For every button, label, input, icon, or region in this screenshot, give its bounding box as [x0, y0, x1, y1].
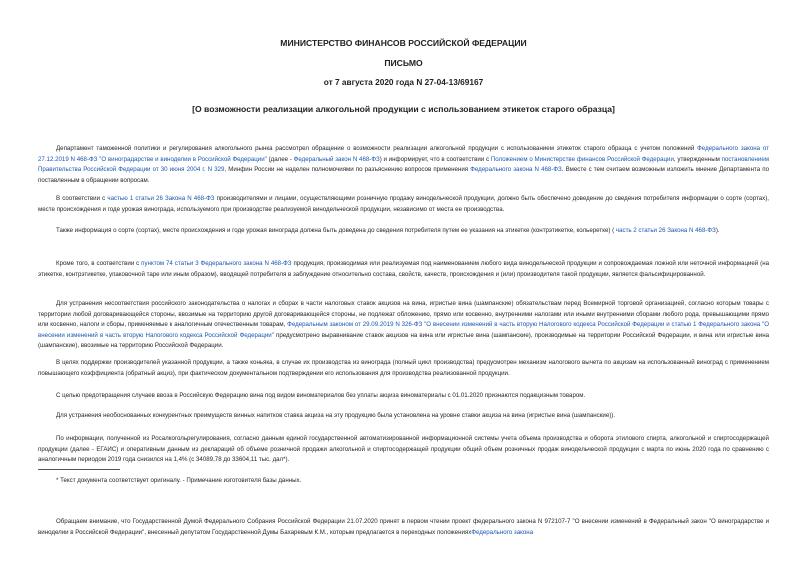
paragraph-1 [38, 144, 769, 186]
paragraph-text: Кроме того, в соответствии с [56, 260, 142, 267]
paragraph-text: По информации, полученной из Росалкогольрегулирования, согласно данным единой государственной автоматизированной информационной системы учета объема производства и оборота этилового спирта, алкогольной и спиртосодержащей продукции (далее - ЕГАИС) и оперативным данным из деклараций об объеме розничной продажи алкогольной и спиртосодержащей продукции общий объем розничных продаж винодельческой продукции с марта по июнь 2020 года по сравнению с аналогичным периодом 2019 года снизился на 1,4% (с 34089,78 до 33604,11 тыс. дал*). [38, 435, 769, 464]
document-link[interactable]: постановлением Правительства Российской Федерации от 30 июня 2004 г. N 329 [38, 155, 769, 174]
document-link[interactable]: частью 1 статьи 26 Закона N 468-ФЗ [107, 195, 215, 202]
document-link[interactable]: часть 2 статьи 26 Закона N 468-ФЗ [615, 227, 716, 234]
document-link[interactable]: Федерального закона от 27.12.2019 N 468-ФЗ "О виноградарстве и виноделии в Российской Федерации" [38, 145, 769, 163]
paragraph-text: ) и информирует, что в соответствии с [379, 155, 491, 163]
paragraph-2 [38, 194, 769, 215]
paragraph-text: (далее - [266, 155, 294, 163]
paragraph-text: продукция, производимая или реализуемая под наименованием любого вида винодельческой продукции и сопровождаемая ложной или неточной информацией (на этикетке, контрэтикетке, упаковочной таре или иным образом), вводящей потребителя в заблуждение относительно состава, свойств, качеств, происхождения и (или) производителя такой продукции, является фальсифицированной. [38, 260, 770, 278]
document-subject: [О возможности реализации алкогольной продукции с использованием этикеток старого образца] [192, 104, 615, 114]
paragraph-text: Также информация о сорте (сортах), месте происхождения и годе урожая винограда должна быть доведена до сведения потребителя путем ее указания на этикетке (контрэтикетке, кольеретке) ( [56, 227, 616, 234]
document-link[interactable]: Положением о Министерстве финансов Российской Федерации [490, 155, 674, 163]
paragraph-text: Департамент таможенной политики и регулирования алкогольного рынка рассмотрел обращение о возможности реализации алкогольной продукции с использованием этикеток старого образца с учетом положений [56, 145, 698, 152]
paragraph-3 [38, 226, 769, 237]
paragraph-text: , утвержденным [673, 155, 722, 163]
paragraph-10 [38, 517, 769, 538]
paragraph-text: , Минфин России не наделен полномочиями по разъяснению вопросов применения [224, 166, 471, 174]
paragraph-text: . Вместе с тем считаем возможным изложить мнение Департамента по поставленным в обращении вопросам. [38, 166, 769, 184]
paragraph-text: В соответствии с [56, 195, 108, 202]
footnote-divider [38, 469, 120, 470]
footnote: * Текст документа соответствует оригиналу. - Примечание изготовителя базы данных. [56, 477, 302, 484]
document-link[interactable]: Федеральный закон N 468-ФЗ [293, 155, 380, 163]
paragraph-9 [38, 434, 769, 466]
paragraph-5 [38, 299, 769, 352]
paragraph-text: Обращаем внимание, что Государственной Думой Федерального Собрания Российской Федерации 21.07.2020 принят в первом чтении проект федерального закона N 972107-7 "О внесении изменений в Федеральный закон "О виноградарстве и виноделии в Российской Федерации", внесенный депутатом Государственной Думы Бахаревым К.М., которым предлагается в переходных положениях [38, 518, 769, 536]
paragraph-7 [38, 391, 769, 402]
paragraph-text: С целью предотвращения случаев ввоза в Российскую Федерацию вина под видом виноматериалов без уплаты акциза виноматериалы с 01.01.2020 признаются подакцизным товаром. [56, 392, 586, 399]
paragraph-text: производителями и лицами, осуществляющими розничную продажу винодельческой продукции, должно быть обеспечено доведение до сведения потребителя информации о сорте (сортах), месте происхождения и годе урожая винограда, используемого при производстве реализуемой винодельческой продукции, независимо от места ее производства. [38, 195, 769, 213]
document-link[interactable]: Федеральным законом от 29.09.2019 N 326-ФЗ "О внесении изменений в часть вторую Налогового кодекса Российской Федерации и статью 1 Федерального закона "О внесении изменений в часть вторую Налогового кодекса Российской Федерации" [38, 321, 769, 339]
document-link[interactable]: пунктом 74 статьи 3 Федерального закона N 468-ФЗ [141, 260, 292, 267]
paragraph-text: предусмотрено выравнивание ставок акцизов на вина или игристые вина (шампанские), производимые на территории Российской Федерации, и вина или игристые вина (шампанские), ввозимые на территорию Российской Федерации. [38, 331, 769, 350]
paragraph-4 [38, 259, 769, 280]
paragraph-6 [38, 358, 769, 379]
paragraph-text: В целях поддержки производителей указанной продукции, а также коньяка, в случае их производства из винограда (полный цикл производства) предусмотрен механизм налогового вычета по акцизам на использованный виноград с применением повышающего коэффициента (обратный акциз), при фактическом документальном подтверждении его использования для производства реализованной продукции. [38, 359, 769, 377]
document-link[interactable]: Федерального закона N 468-ФЗ [470, 166, 562, 174]
paragraph-text: Для устранения необоснованных конкурентных преимуществ винных напитков ставка акциза на эту продукцию была установлена на уровне ставки акциза на вина (игристые вина (шампанские)). [56, 412, 616, 419]
paragraph-text: ). [715, 227, 720, 234]
paragraph-8 [38, 411, 769, 422]
ministry-heading: МИНИСТЕРСТВО ФИНАНСОВ РОССИЙСКОЙ ФЕДЕРАЦИИ [280, 38, 527, 48]
document-date-number: от 7 августа 2020 года N 27-04-13/69167 [323, 77, 484, 87]
document-link[interactable]: Федерального закона [471, 528, 534, 536]
paragraph-text: Для устранения несоответствия российского законодательства о налогах и сборах в части налоговых ставок акцизов на вина, игристые вина (шампанские) обязательствам перед Всемирной торговой организацией, согласно которым товары с территории любой договаривающейся стороны, ввозимые на территорию другой договаривающейся стороны, не подлежат обложению, прямо или косвенно, внутренними налогами или иными внутренними сборами любого рода, превышающими прямо или косвенно, налоги и сборы, применяемые к аналогичным отечественным товарам, [38, 300, 769, 329]
document-type: ПИСЬМО [384, 58, 423, 68]
